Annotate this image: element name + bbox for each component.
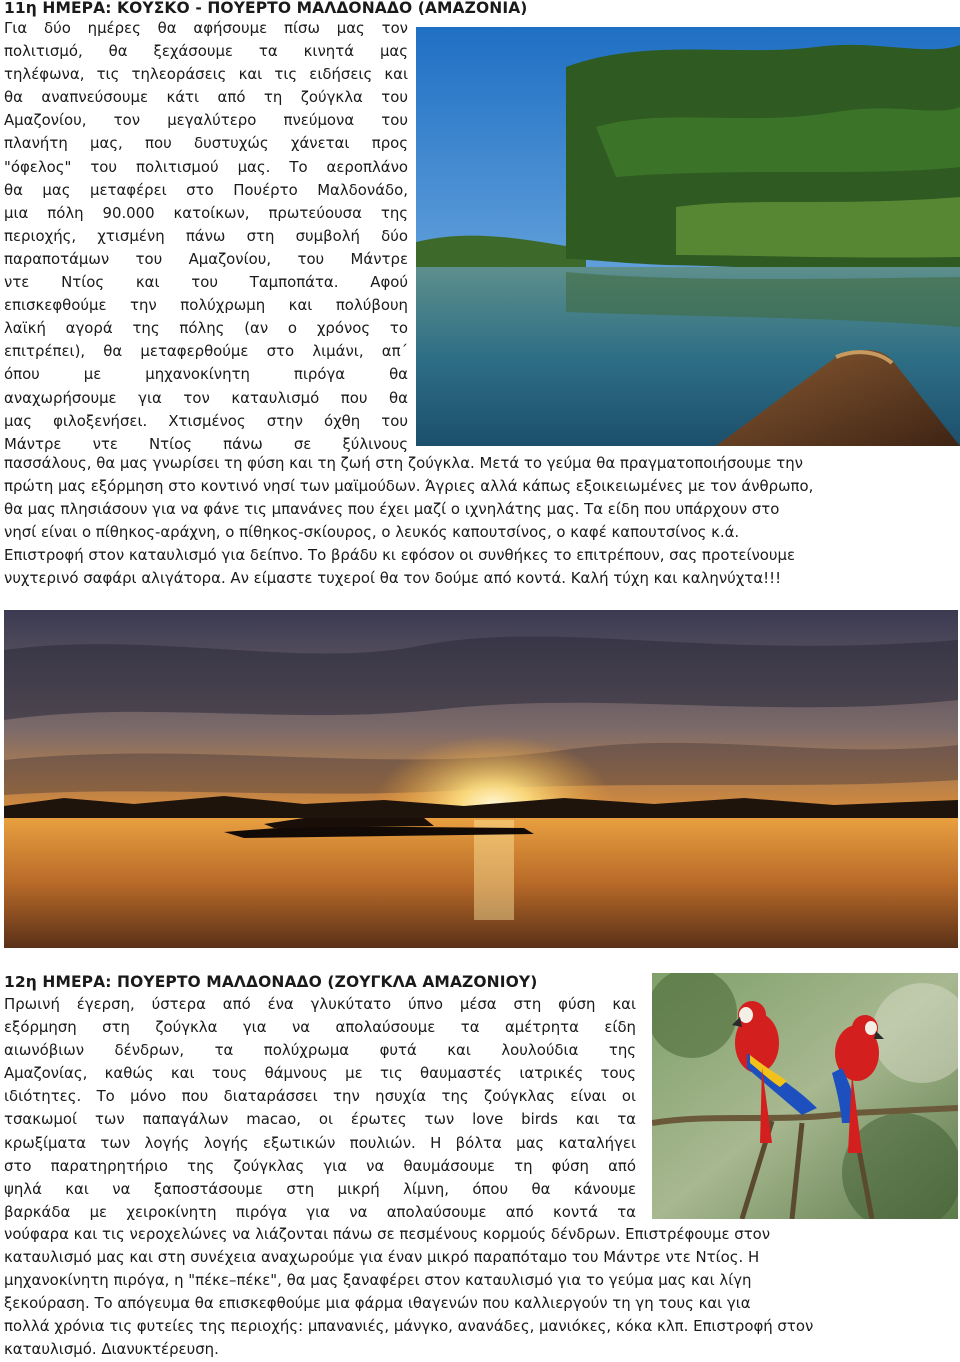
text-line: αιωνόβιων δένδρων, τα πολύχρωμα φυτά και λουλούδια της <box>4 1041 636 1060</box>
text-line: επιτρέπει), θα μεταφερθούμε στο λιμάνι, απ΄ <box>4 342 408 361</box>
text-line: νυχτερινό σαφάρι αλιγάτορα. Αν είμαστε τυχεροί θα τον δούμε από κοντά. Καλή τύχη και καληνύχτα!!! <box>4 569 782 588</box>
text-line: καταυλισμό μας και στη συνέχεια αναχωρούμε για έναν μικρό παραπόταμο του Μάντρε ντε Ντίος. Η <box>4 1248 760 1267</box>
text-line: Επιστροφή στον καταυλισμό για δείπνο. Το βράδυ κι εφόσον οι συνθήκες το επιτρέπουν, σας προτείνουμε <box>4 546 796 565</box>
macaw-parrots-photo <box>652 973 958 1219</box>
text-line: επισκεφθούμε την πολύχρωμη και πολύβουη <box>4 296 408 315</box>
day12-paragraph-bottom <box>4 1223 958 1362</box>
text-line: ψηλά και να ξαποστάσουμε στη μικρή λίμνη, όπου θα κάνουμε <box>4 1179 636 1198</box>
text-line: καταυλισμό. Διανυκτέρευση. <box>4 1340 219 1359</box>
text-line: Μάντρε ντε Ντίος πάνω σε ξύλινους <box>4 434 408 453</box>
text-line: τηλέφωνα, τις τηλεοράσεις και τις ειδήσεις και <box>4 65 408 84</box>
text-line: ιδιότητες. Το μόνο που διαταράσσει την ησυχία της ζούγκλας είναι οι <box>4 1087 636 1106</box>
text-line: κρωξίματα των λογής λογής εξωτικών πουλιών. Η βόλτα μας καταλήγει <box>4 1133 636 1152</box>
text-line: βαρκάδα με χειροκίνητη πιρόγα για να απολαύσουμε από κοντά τα <box>4 1202 636 1221</box>
text-line: πρώτη μας εξόρμηση στο κοντινό νησί των μαϊμούδων. Άγριες αλλά κάπως εξοικειωμένες με τον άνθρωπο, <box>4 477 814 496</box>
text-line: τσακωμοί των παπαγάλων macao, οι έρωτες των love birds και τα <box>4 1110 636 1129</box>
text-line: μας φιλοξενήσει. Χτισμένος στην όχθη του <box>4 411 408 430</box>
text-line: νησί είναι ο πίθηκος-αράχνη, ο πίθηκος-σκίουρος, ο λευκός καπουτσίνος, ο καφέ καπουτσίνος κ.ά. <box>4 523 740 542</box>
text-line: πασσάλους, θα μας γνωρίσει τη φύση και τη ζωή στη ζούγκλα. Μετά το γεύμα θα πραγματοποιήσουμε την <box>4 454 803 472</box>
day11-title: 11η ΗΜΕΡΑ: ΚΟΥΣΚΟ - ΠΟΥΕΡΤΟ ΜΑΛΔΟΝΑΔΟ (ΑΜΑΖΟΝΙΑ) <box>4 0 528 17</box>
amazon-sunset-photo <box>4 610 958 948</box>
day12-paragraph-top <box>4 993 636 1224</box>
text-line: πλανήτη μας, που δυστυχώς χάνεται προς <box>4 134 408 153</box>
text-line: Για δύο ημέρες θα αφήσουμε πίσω μας τον <box>4 19 408 37</box>
text-line: Αμαζονίας, καθώς και τους θάμνους με τις θαυμαστές ιατρικές τους <box>4 1064 636 1083</box>
text-line: ντε Ντίος και του Ταμποπάτα. Αφού <box>4 273 408 292</box>
amazon-river-boat-photo <box>416 27 960 446</box>
text-line: μηχανοκίνητη πιρόγα, η "πέκε–πέκε", θα μας ξαναφέρει στον καταυλισμό για το γεύμα μας και λίγη <box>4 1271 752 1290</box>
day11-paragraph-bottom <box>4 452 958 591</box>
day11-paragraph-top <box>4 17 408 456</box>
text-line: μια πόλη 90.000 κατοίκων, πρωτεύουσα της <box>4 203 408 222</box>
text-line: Πρωινή έγερση, ύστερα από ένα γλυκύτατο ύπνο μέσα στη φύση και <box>4 995 636 1013</box>
day12-title: 12η ΗΜΕΡΑ: ΠΟΥΕΡΤΟ ΜΑΛΔΟΝΑΔΟ (ΖΟΥΓΚΛΑ ΑΜΑΖΟΝΙΟΥ) <box>4 973 538 991</box>
text-line: ξεκούραση. Το απόγευμα θα επισκεφθούμε μια φάρμα ιθαγενών που καλλιεργούν τη γη τους και για <box>4 1294 751 1313</box>
text-line: όπου με μηχανοκίνητη πιρόγα θα <box>4 365 408 384</box>
text-line: νούφαρα και τις νεροχελώνες να λιάζονται πάνω σε πεσμένους κορμούς δένδρων. Επιστρέφουμε στον <box>4 1225 771 1243</box>
text-line: λαϊκή αγορά της πόλης (αν ο χρόνος το <box>4 319 408 338</box>
text-line: Αμαζονίου, τον μεγαλύτερο πνεύμονα του <box>4 111 408 130</box>
text-line: παραποτάμων του Αμαζονίου, του Μάντρε <box>4 249 408 268</box>
text-line: πολλά χρόνια τις φυτείες της περιοχής: μπανανιές, μάνγκο, ανανάδες, μανιόκες, κόκα κλπ. Επιστροφή στον <box>4 1317 814 1336</box>
text-line: θα μας πλησιάσουν για να φάνε τις μπανάνες που έχει μαζί ο ιχνηλάτης μας. Τα είδη που υπάρχουν στο <box>4 500 780 519</box>
text-line: περιοχής, χτισμένη πάνω στη συμβολή δύο <box>4 226 408 245</box>
text-line: θα αναπνεύσουμε κάτι από τη ζούγκλα του <box>4 88 408 107</box>
text-line: στο παρατηρητήριο της ζούγκλας για να θαυμάσουμε τη φύση από <box>4 1156 636 1175</box>
text-line: θα μας μεταφέρει στο Πουέρτο Μαλδονάδο, <box>4 180 408 199</box>
text-line: εξόρμηση στη ζούγκλα για να απολαύσουμε τα αμέτρητα είδη <box>4 1018 636 1037</box>
text-line: αναχωρήσουμε για τον καταυλισμό που θα <box>4 388 408 407</box>
text-line: "όφελος" του πολιτισμού μας. Το αεροπλάνο <box>4 157 408 176</box>
text-line: πολιτισμό, θα ξεχάσουμε τα κινητά μας <box>4 42 408 61</box>
